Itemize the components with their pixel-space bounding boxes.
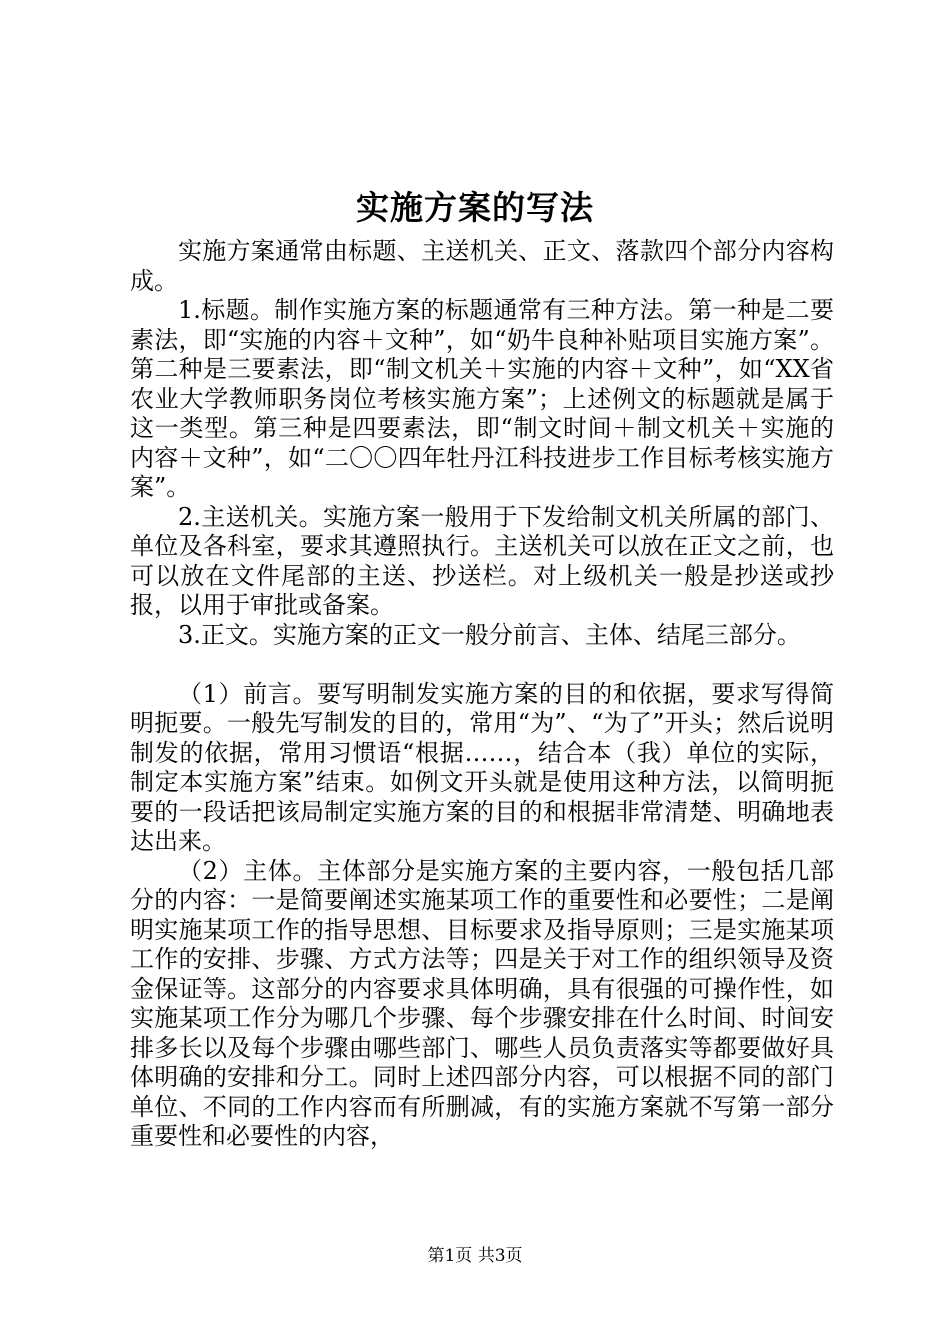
paragraph-spacer [130,650,834,680]
page-footer: 第1页 共3页 [427,1246,523,1266]
document-body [130,237,834,1152]
paragraph-title-section: 1.标题。制作实施方案的标题通常有三种方法。第一种是二要素法，即“实施的内容＋文种”，如“奶牛良种补贴项目实施方案”。第二种是三要素法，即“制文机关＋实施的内容＋文种”，如“XX省农业大学教师职务岗位考核实施方案”；上述例文的标题就是属于这一类型。第三种是四要素法，即“制文时间＋制文机关＋实施的内容＋文种”，如“二〇〇四年牡丹江科技进步工作目标考核实施方案”。 [130,296,834,501]
paragraph-recipient-section: 2.主送机关。实施方案一般用于下发给制文机关所属的部门、单位及各科室，要求其遵照执行。主送机关可以放在正文之前，也可以放在文件尾部的主送、抄送栏。对上级机关一般是抄送或抄报，以用于审批或备案。 [130,502,834,619]
document-title: 实施方案的写法 [356,188,594,227]
paragraph-main-body: （2）主体。主体部分是实施方案的主要内容，一般包括几部分的内容：一是简要阐述实施某项工作的重要性和必要性；二是阐明实施某项工作的指导思想、目标要求及指导原则；三是实施某项工作的安排、步骤、方式方法等；四是关于对工作的组织领导及资金保证等。这部分的内容要求具体明确，具有很强的可操作性，如实施某项工作分为哪几个步骤、每个步骤安排在什么时间、时间安排多长以及每个步骤由哪些部门、哪些人员负责落实等都要做好具体明确的安排和分工。同时上述四部分内容，可以根据不同的部门单位、不同的工作内容而有所删减，有的实施方案就不写第一部分重要性和必要性的内容， [130,856,834,1150]
paragraph-preface: （1）前言。要写明制发实施方案的目的和依据，要求写得简明扼要。一般先写制发的目的，常用“为”、“为了”开头；然后说明制发的依据，常用习惯语“根据……，结合本（我）单位的实际，制定本实施方案”结束。如例文开头就是使用这种方法，以简明扼要的一段话把该局制定实施方案的目的和根据非常清楚、明确地表达出来。 [130,679,834,855]
paragraph-intro: 实施方案通常由标题、主送机关、正文、落款四个部分内容构成。 [130,237,834,295]
paragraph-body-section: 3.正文。实施方案的正文一般分前言、主体、结尾三部分。 [178,620,801,649]
